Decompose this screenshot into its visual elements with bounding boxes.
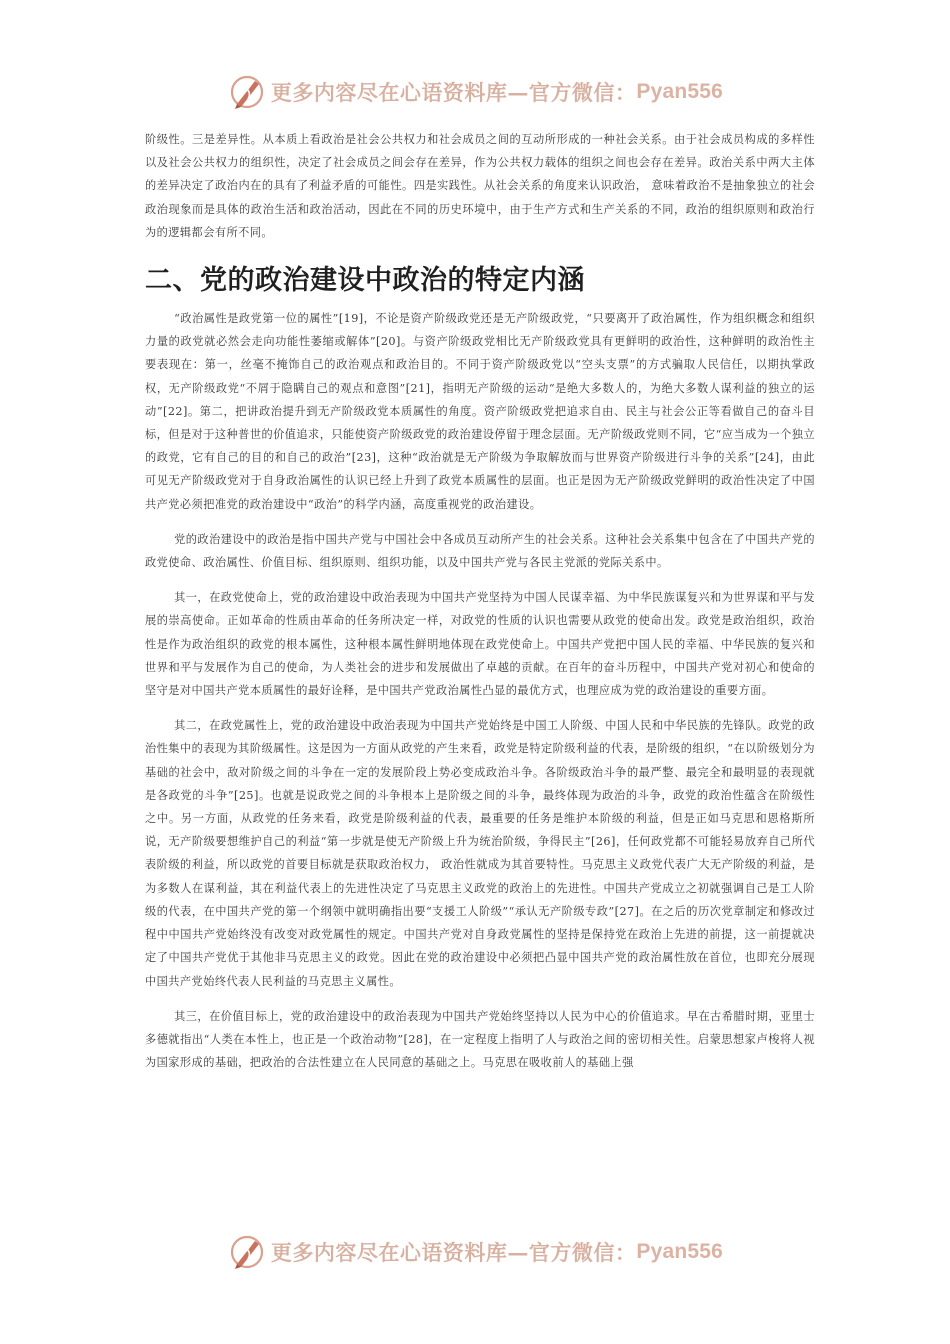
banner-wechat-id: Pyan556 — [636, 80, 724, 103]
section-heading: 二、党的政治建设中政治的特定内涵 — [145, 265, 585, 297]
paragraph-4: 其二，在政党属性上，党的政治建设中政治表现为中国共产党始终是中国工人阶级、中国人民和中华民族的先锋队。政党的政治性集中的表现为其阶级属性。这是因为一方面从政党的产生来看，政党是特定阶级利益的代表，是阶级的组织，“在以阶级划分为基础的社会中，敌对阶级之间的斗争在一定的发展阶段上势必变成政治斗争。各阶级政治斗争的最严整、最完全和最明显的表现就是各政党的斗争”[25]。也就是说政党之间的斗争根本上是阶级之间的斗争，最终体现为政治的斗争，政党的政治性蕴含在阶级性之中。另一方面，从政党的任务来看，政党是阶级利益的代表，最重要的任务是维护本阶级的利益，但是正如马克思和恩格斯所说，无产阶级要想维护自己的利益“第一步就是使无产阶级上升为统治阶级，争得民主”[26]，任何政党都不可能轻易放弃自己所代表阶级的利益，所以政党的首要目标就是获取政治权力， 政治性就成为其首要特性。马克思主义政党代表广大无产阶级的利益，是为多数人在谋利益，其在利益代表上的先进性决定了马克思主义政党的政治上的先进性。中国共产党成立之初就强调自己是工人阶级的代表，在中国共产党的第一个纲领中就明确指出要“支援工人阶级”“承认无产阶级专政”[27]。在之后的历次党章制定和修改过程中中国共产党始终没有改变对政党属性的规定。中国共产党对自身政党属性的坚持是保持党在政治上先进的前提，这一前提就决定了中国共产党优于其他非马克思主义的政党。因此在党的政治建设中必须把凸显中国共产党的政治属性放在首位，也即充分展现中国共产党始终代表人民利益的马克思主义属性。 — [145, 719, 815, 988]
paragraph-2: 党的政治建设中的政治是指中国共产党与中国社会中各成员互动所产生的社会关系。这种社会关系集中包含在了中国共产党的政党使命、政治属性、价值目标、组织原则、组织功能，以及中国共产党与各民主党派的党际关系中。 — [145, 532, 815, 570]
banner-wechat-id: Pyan556 — [636, 1240, 724, 1263]
header-banner — [0, 70, 950, 114]
banner-text: 更多内容尽在心语资料库—官方微信： — [270, 1240, 637, 1265]
paragraph-1: “政治属性是政党第一位的属性”[19]，不论是资产阶级政党还是无产阶级政党，“只要离开了政治属性，作为组织概念和组织力量的政党就必然会走向功能性萎缩或解体”[20]。与资产阶级政党相比无产阶级政党具有更鲜明的政治性，这种鲜明的政治性主要表现在：第一，丝毫不掩饰自己的政治观点和政治目的。不同于资产阶级政党以“空头支票”的方式骗取人民信任，以期执掌政权，无产阶级政党“不屑于隐瞒自己的观点和意图”[21]，指明无产阶级的运动“是绝大多数人的，为绝大多数人谋利益的独立的运动”[22]。第二，把讲政治提升到无产阶级政党本质属性的角度。资产阶级政党把追求自由、民主与社会公正等看做自己的奋斗目标，但是对于这种普世的价值追求，只能使资产阶级政党的政治建设停留于理念层面。无产阶级政党则不同，它“应当成为一个独立的政党，它有自己的目的和自己的政治”[23]，这种“政治就是无产阶级为争取解放而与世界资产阶级进行斗争的关系”[24]，由此可见无产阶级政党对于自身政治属性的认识已经上升到了政党本质属性的层面。也正是因为无产阶级政党鲜明的政治性决定了中国共产党必须把准党的政治建设中“政治”的科学内涵，高度重视党的政治建设。 — [145, 312, 815, 511]
paragraph-5: 其三，在价值目标上，党的政治建设中的政治表现为中国共产党始终坚持以人民为中心的价值追求。早在古希腊时期，亚里士多德就指出“人类在本性上，也正是一个政治动物”[28]，在一定程度上指明了人与政治之间的密切相关性。启蒙思想家卢梭将人视为国家形成的基础，把政治的合法性建立在人民同意的基础之上。马克思在吸收前人的基础上强 — [145, 1009, 815, 1070]
pen-logo-icon — [227, 1232, 267, 1272]
pen-logo-icon — [227, 72, 267, 112]
intro-paragraph: 阶级性。三是差异性。从本质上看政治是社会公共权力和社会成员之间的互动所形成的一种社会关系。由于社会成员构成的多样性以及社会公共权力的组织性，决定了社会成员之间会存在差异，作为公共权力载体的组织之间也会存在差异。政治关系中两大主体的差异决定了政治内在的具有了利益矛盾的可能性。四是实践性。从社会关系的角度来认识政治， 意味着政治不是抽象独立的社会政治现象而是具体的政治生活和政治活动，因此在不同的历史环境中，由于生产方式和生产关系的不同，政治的组织原则和政治行为的逻辑都会有所不同。 — [145, 133, 815, 239]
paragraph-3: 其一，在政党使命上，党的政治建设中政治表现为中国共产党坚持为中国人民谋幸福、为中华民族谋复兴和为世界谋和平与发展的崇高使命。正如革命的性质由革命的任务所决定一样，对政党的性质的认识也需要从政党的使命出发。政党是政治组织，政治性是作为政治组织的政党的根本属性，这种根本属性鲜明地体现在政党使命上。中国共产党把中国人民的幸福、中华民族的复兴和世界和平与发展作为自己的使命，为人类社会的进步和发展做出了卓越的贡献。在百年的奋斗历程中，中国共产党对初心和使命的坚守是对中国共产党本质属性的最好诠释，是中国共产党政治属性凸显的最优方式，也理应成为党的政治建设的重要方面。 — [145, 591, 815, 698]
footer-banner — [0, 1230, 950, 1274]
document-body — [145, 128, 815, 1074]
banner-text: 更多内容尽在心语资料库—官方微信： — [270, 80, 637, 105]
